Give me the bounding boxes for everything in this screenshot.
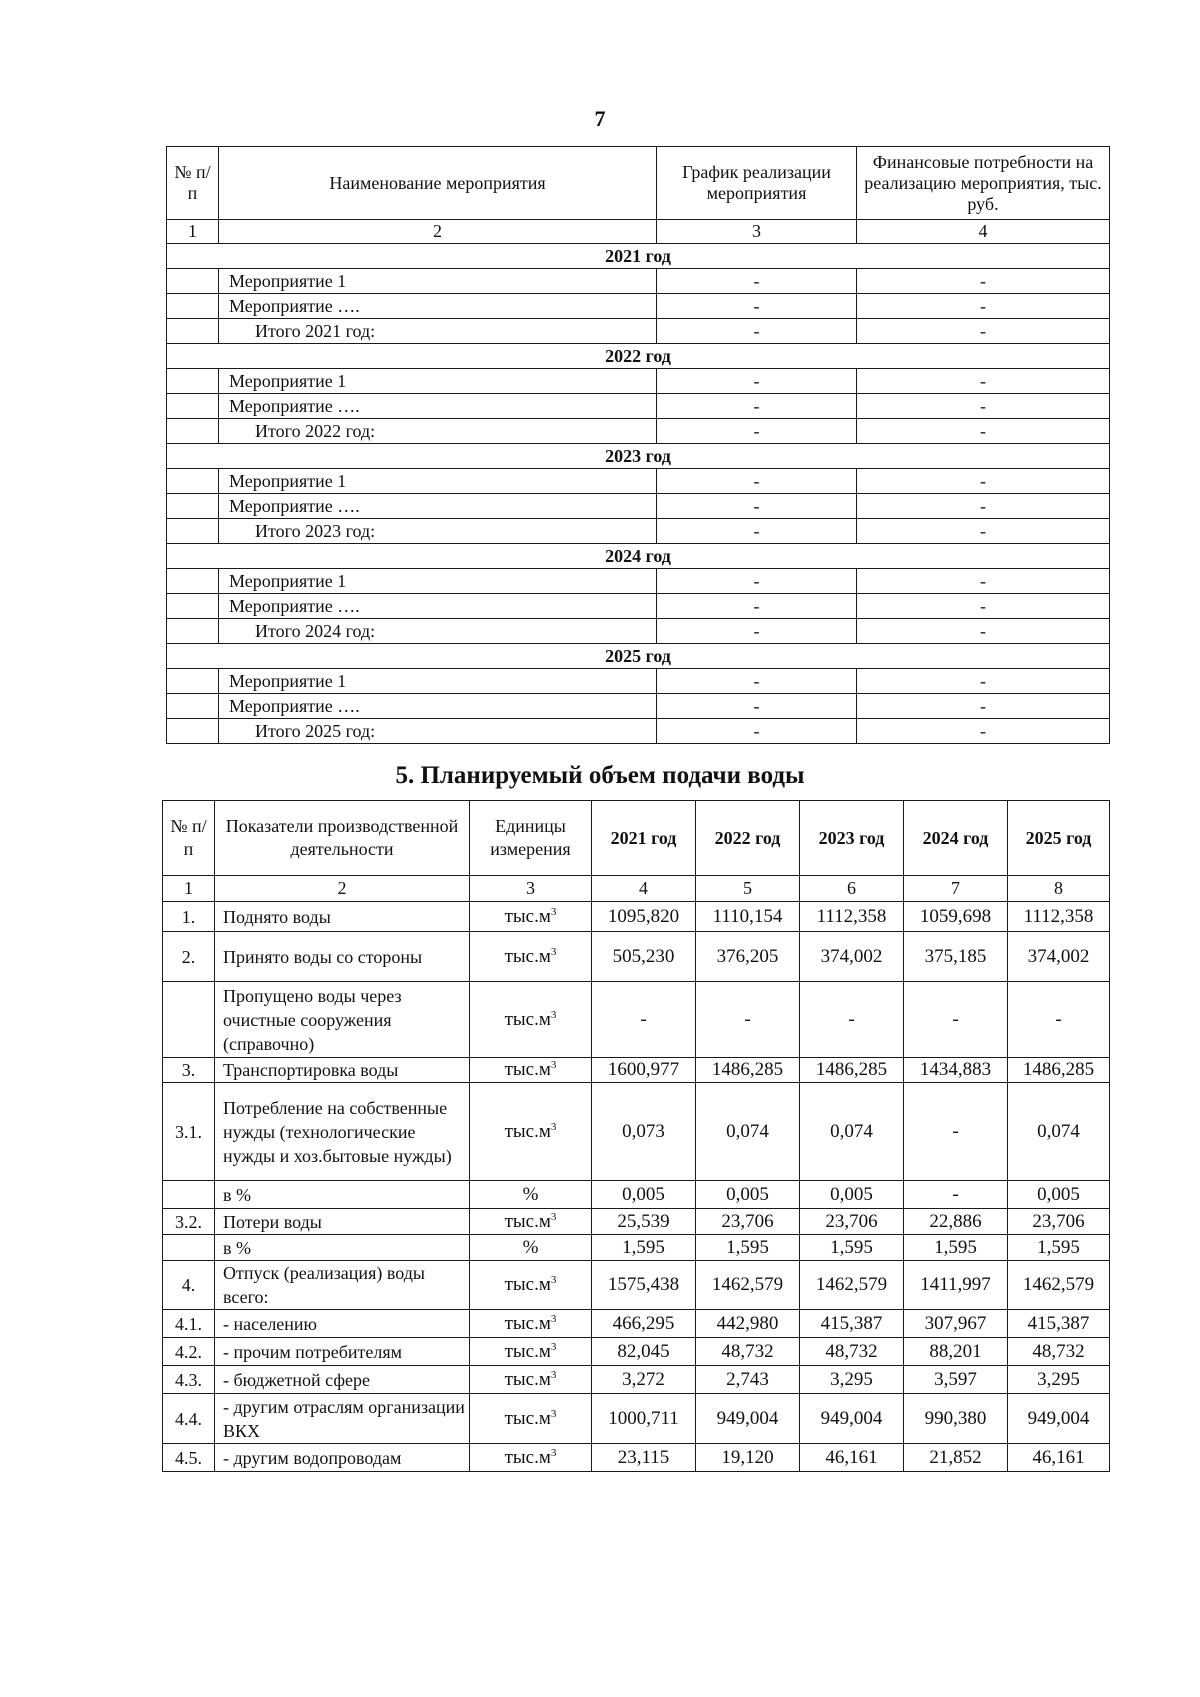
indicator-row	[163, 1261, 1110, 1310]
event-schedule: -	[657, 469, 857, 494]
year-group-title: 2021 год	[167, 244, 1110, 269]
unit-superscript: 3	[550, 1274, 557, 1286]
indicator-row	[163, 982, 1110, 1058]
unit-base: тыс.м	[504, 1407, 551, 1429]
event-row	[167, 369, 1110, 394]
indicator-name: - другим отраслям организации ВКХ	[215, 1394, 470, 1444]
year-value: 0,074	[800, 1083, 904, 1181]
year-value: 1434,883	[904, 1058, 1008, 1083]
year-group-row	[167, 344, 1110, 369]
event-finance: -	[857, 369, 1110, 394]
year-total-row	[167, 519, 1110, 544]
year-value: 1000,711	[592, 1394, 696, 1444]
year-value: 22,886	[904, 1209, 1008, 1235]
row-number: 4.	[163, 1261, 215, 1310]
year-value: 1110,154	[696, 902, 800, 932]
water-column-number: 6	[800, 876, 904, 902]
year-value: 0,074	[696, 1083, 800, 1181]
event-name: Мероприятие ….	[219, 494, 657, 519]
year-value: -	[904, 982, 1008, 1058]
event-no-cell	[167, 569, 219, 594]
year-value: -	[592, 982, 696, 1058]
event-no-cell	[167, 694, 219, 719]
row-number: 1.	[163, 902, 215, 932]
event-schedule: -	[657, 594, 857, 619]
year-value: 415,387	[1008, 1310, 1110, 1338]
water-column-number: 7	[904, 876, 1008, 902]
year-value: 1462,579	[696, 1261, 800, 1310]
year-group-title: 2025 год	[167, 644, 1110, 669]
year-value: 415,387	[800, 1310, 904, 1338]
year-value: -	[696, 982, 800, 1058]
water-column-number: 4	[592, 876, 696, 902]
event-finance: -	[857, 269, 1110, 294]
event-no-cell	[167, 369, 219, 394]
year-value: 23,706	[800, 1209, 904, 1235]
indicator-name: - прочим потребителям	[215, 1338, 470, 1366]
event-name: Мероприятие 1	[219, 469, 657, 494]
year-value: 0,073	[592, 1083, 696, 1181]
event-finance: -	[857, 394, 1110, 419]
unit-superscript: 3	[550, 1210, 557, 1223]
indicator-row	[163, 1058, 1110, 1083]
event-finance: -	[857, 619, 1110, 644]
indicator-name: Пропущено воды через очистные сооружения (справочно)	[215, 982, 470, 1058]
event-row	[167, 669, 1110, 694]
total-label: Итого 2025 год:	[219, 719, 657, 744]
water-header-year: 2025 год	[1008, 801, 1110, 876]
unit-cell	[470, 1366, 592, 1394]
indicator-row	[163, 1338, 1110, 1366]
unit-cell	[470, 1235, 592, 1261]
event-schedule: -	[657, 519, 857, 544]
events-table-header-row	[167, 147, 1110, 220]
water-supply-table	[162, 800, 1110, 1472]
event-schedule: -	[657, 619, 857, 644]
event-row	[167, 269, 1110, 294]
year-value: 1575,438	[592, 1261, 696, 1310]
event-finance: -	[857, 669, 1110, 694]
unit-cell	[470, 1338, 592, 1366]
unit-cell	[470, 1310, 592, 1338]
year-value: 1,595	[904, 1235, 1008, 1261]
unit-base: тыс.м	[504, 1274, 551, 1295]
unit-base: тыс.м	[504, 1312, 551, 1334]
indicator-name: Транспортировка воды	[215, 1058, 470, 1083]
year-value: 3,597	[904, 1366, 1008, 1394]
unit-superscript: 3	[550, 1008, 557, 1021]
event-schedule: -	[657, 394, 857, 419]
year-value: 1059,698	[904, 902, 1008, 932]
events-column-number: 4	[857, 220, 1110, 244]
water-column-numbers-row	[163, 876, 1110, 902]
event-row	[167, 494, 1110, 519]
event-no-cell	[167, 419, 219, 444]
events-table	[166, 146, 1110, 744]
unit-superscript: 3	[550, 1446, 557, 1459]
row-number	[163, 982, 215, 1058]
year-value: 1462,579	[800, 1261, 904, 1310]
year-value: -	[904, 1181, 1008, 1209]
year-value: 0,005	[696, 1181, 800, 1209]
year-value: 0,005	[800, 1181, 904, 1209]
events-column-number: 3	[657, 220, 857, 244]
event-finance: -	[857, 319, 1110, 344]
event-finance: -	[857, 569, 1110, 594]
unit-cell	[470, 1058, 592, 1083]
event-no-cell	[167, 719, 219, 744]
year-value: 442,980	[696, 1310, 800, 1338]
events-header-finance: Финансовые потребности на реализацию мероприятия, тыс. руб.	[857, 147, 1110, 220]
indicator-name: Потери воды	[215, 1209, 470, 1235]
unit-superscript: 3	[550, 945, 557, 958]
unit-cell	[470, 902, 592, 932]
year-value: 1411,997	[904, 1261, 1008, 1310]
indicator-row	[163, 1181, 1110, 1209]
unit-cell	[470, 1261, 592, 1310]
year-value: 949,004	[1008, 1394, 1110, 1444]
year-value: 1,595	[800, 1235, 904, 1261]
row-number: 3.	[163, 1058, 215, 1083]
unit-superscript: 3	[550, 1120, 557, 1133]
year-value: 374,002	[1008, 932, 1110, 982]
water-header-indicator: Показатели производственной деятельности	[215, 801, 470, 876]
year-value: 0,005	[1008, 1181, 1110, 1209]
event-name: Мероприятие 1	[219, 269, 657, 294]
event-schedule: -	[657, 319, 857, 344]
indicator-row	[163, 1394, 1110, 1444]
events-header-name: Наименование мероприятия	[219, 147, 657, 220]
year-group-row	[167, 544, 1110, 569]
event-name: Мероприятие 1	[219, 669, 657, 694]
event-finance: -	[857, 594, 1110, 619]
event-schedule: -	[657, 294, 857, 319]
event-schedule: -	[657, 419, 857, 444]
year-value: 23,706	[1008, 1209, 1110, 1235]
event-no-cell	[167, 394, 219, 419]
unit-cell	[470, 982, 592, 1058]
indicator-row	[163, 1235, 1110, 1261]
year-value: 1112,358	[800, 902, 904, 932]
year-group-title: 2023 год	[167, 444, 1110, 469]
indicator-row	[163, 1366, 1110, 1394]
indicator-row	[163, 1209, 1110, 1235]
water-header-year: 2021 год	[592, 801, 696, 876]
water-column-number: 5	[696, 876, 800, 902]
year-value: 1,595	[592, 1235, 696, 1261]
unit-base: тыс.м	[504, 945, 551, 967]
water-column-number: 3	[470, 876, 592, 902]
year-value: 1095,820	[592, 902, 696, 932]
year-group-title: 2024 год	[167, 544, 1110, 569]
total-label: Итого 2021 год:	[219, 319, 657, 344]
event-row	[167, 394, 1110, 419]
event-no-cell	[167, 669, 219, 694]
year-value: 1486,285	[1008, 1058, 1110, 1083]
year-value: 3,272	[592, 1366, 696, 1394]
event-finance: -	[857, 694, 1110, 719]
year-value: 46,161	[800, 1444, 904, 1472]
indicator-name: в %	[215, 1235, 470, 1261]
row-number: 4.5.	[163, 1444, 215, 1472]
event-finance: -	[857, 294, 1110, 319]
year-value: 21,852	[904, 1444, 1008, 1472]
year-value: 23,115	[592, 1444, 696, 1472]
year-value: 1,595	[696, 1235, 800, 1261]
unit-superscript: 3	[550, 905, 557, 918]
year-group-row	[167, 644, 1110, 669]
event-schedule: -	[657, 694, 857, 719]
water-column-number: 1	[163, 876, 215, 902]
water-header-unit: Единицы измерения	[470, 801, 592, 876]
year-value: 376,205	[696, 932, 800, 982]
unit-cell	[470, 932, 592, 982]
row-number	[163, 1181, 215, 1209]
event-no-cell	[167, 269, 219, 294]
event-no-cell	[167, 519, 219, 544]
unit-superscript: 3	[550, 1407, 557, 1420]
water-header-year: 2023 год	[800, 801, 904, 876]
indicator-name: Потребление на собственные нужды (технологические нужды и хоз.бытовые нужды)	[215, 1083, 470, 1181]
event-finance: -	[857, 419, 1110, 444]
total-label: Итого 2022 год:	[219, 419, 657, 444]
event-finance: -	[857, 494, 1110, 519]
year-value: 3,295	[800, 1366, 904, 1394]
events-header-no: № п/п	[167, 147, 219, 220]
unit-cell	[470, 1181, 592, 1209]
year-total-row	[167, 619, 1110, 644]
water-table-header-row	[163, 801, 1110, 876]
event-row	[167, 469, 1110, 494]
year-group-row	[167, 244, 1110, 269]
event-no-cell	[167, 494, 219, 519]
event-row	[167, 569, 1110, 594]
indicator-row	[163, 1444, 1110, 1472]
water-header-year: 2024 год	[904, 801, 1008, 876]
row-number: 4.4.	[163, 1394, 215, 1444]
indicator-name: Отпуск (реализация) воды всего:	[215, 1261, 470, 1310]
year-value: -	[800, 982, 904, 1058]
year-value: 949,004	[696, 1394, 800, 1444]
year-value: 23,706	[696, 1209, 800, 1235]
event-schedule: -	[657, 569, 857, 594]
indicator-row	[163, 902, 1110, 932]
events-column-number: 2	[219, 220, 657, 244]
event-name: Мероприятие ….	[219, 694, 657, 719]
year-value: 1462,579	[1008, 1261, 1110, 1310]
row-number	[163, 1235, 215, 1261]
event-finance: -	[857, 519, 1110, 544]
event-schedule: -	[657, 494, 857, 519]
event-no-cell	[167, 294, 219, 319]
events-column-number: 1	[167, 220, 219, 244]
year-value: 0,005	[592, 1181, 696, 1209]
indicator-name: - населению	[215, 1310, 470, 1338]
year-value: 48,732	[1008, 1338, 1110, 1366]
event-name: Мероприятие 1	[219, 569, 657, 594]
water-header-no: № п/п	[163, 801, 215, 876]
year-value: 2,743	[696, 1366, 800, 1394]
year-value: 88,201	[904, 1338, 1008, 1366]
year-value: 25,539	[592, 1209, 696, 1235]
year-value: 0,074	[1008, 1083, 1110, 1181]
unit-cell	[470, 1394, 592, 1444]
event-row	[167, 594, 1110, 619]
unit-superscript: 3	[550, 1312, 557, 1325]
unit-cell	[470, 1083, 592, 1181]
unit-cell	[470, 1444, 592, 1472]
year-value: 1486,285	[696, 1058, 800, 1083]
event-no-cell	[167, 319, 219, 344]
year-value: 82,045	[592, 1338, 696, 1366]
unit-base: тыс.м	[504, 1059, 551, 1080]
indicator-name: - другим водопроводам	[215, 1444, 470, 1472]
unit-base: тыс.м	[504, 1446, 551, 1468]
event-name: Мероприятие ….	[219, 594, 657, 619]
year-value: -	[904, 1083, 1008, 1181]
year-value: 19,120	[696, 1444, 800, 1472]
row-number: 4.2.	[163, 1338, 215, 1366]
row-number: 4.3.	[163, 1366, 215, 1394]
year-value: 48,732	[800, 1338, 904, 1366]
event-no-cell	[167, 619, 219, 644]
year-value: 949,004	[800, 1394, 904, 1444]
section-title: 5. Планируемый объем подачи воды	[395, 762, 805, 789]
event-schedule: -	[657, 669, 857, 694]
event-no-cell	[167, 594, 219, 619]
event-finance: -	[857, 469, 1110, 494]
unit-superscript: 3	[550, 1059, 557, 1071]
row-number: 2.	[163, 932, 215, 982]
year-value: 466,295	[592, 1310, 696, 1338]
year-value: 505,230	[592, 932, 696, 982]
row-number: 4.1.	[163, 1310, 215, 1338]
year-value: 1600,977	[592, 1058, 696, 1083]
unit-base: тыс.м	[504, 1120, 551, 1142]
year-group-title: 2022 год	[167, 344, 1110, 369]
event-schedule: -	[657, 269, 857, 294]
unit-base: тыс.м	[504, 1008, 551, 1030]
year-group-row	[167, 444, 1110, 469]
water-column-number: 2	[215, 876, 470, 902]
events-header-schedule: График реализации мероприятия	[657, 147, 857, 220]
event-schedule: -	[657, 369, 857, 394]
page-number: 7	[594, 106, 606, 131]
year-value: 1112,358	[1008, 902, 1110, 932]
unit-base: тыс.м	[504, 905, 551, 927]
indicator-name: Поднято воды	[215, 902, 470, 932]
indicator-name: - бюджетной сфере	[215, 1366, 470, 1394]
year-total-row	[167, 719, 1110, 744]
events-column-numbers-row	[167, 220, 1110, 244]
year-value: 990,380	[904, 1394, 1008, 1444]
row-number: 3.1.	[163, 1083, 215, 1181]
event-row	[167, 294, 1110, 319]
event-name: Мероприятие ….	[219, 394, 657, 419]
year-value: 307,967	[904, 1310, 1008, 1338]
indicator-row	[163, 1310, 1110, 1338]
unit-superscript: 3	[550, 1368, 557, 1381]
row-number: 3.2.	[163, 1209, 215, 1235]
year-total-row	[167, 319, 1110, 344]
indicator-row	[163, 1083, 1110, 1181]
total-label: Итого 2024 год:	[219, 619, 657, 644]
event-schedule: -	[657, 719, 857, 744]
unit-base: тыс.м	[504, 1368, 551, 1390]
year-value: 374,002	[800, 932, 904, 982]
event-name: Мероприятие ….	[219, 294, 657, 319]
unit-base: %	[522, 1236, 539, 1258]
unit-base: тыс.м	[504, 1340, 551, 1362]
unit-base: тыс.м	[504, 1210, 551, 1232]
unit-base: %	[522, 1183, 539, 1205]
year-value: 1,595	[1008, 1235, 1110, 1261]
year-value: 1486,285	[800, 1058, 904, 1083]
year-value: 3,295	[1008, 1366, 1110, 1394]
unit-cell	[470, 1209, 592, 1235]
indicator-row	[163, 932, 1110, 982]
event-row	[167, 694, 1110, 719]
year-value: 46,161	[1008, 1444, 1110, 1472]
year-value: 375,185	[904, 932, 1008, 982]
year-value: 48,732	[696, 1338, 800, 1366]
water-header-year: 2022 год	[696, 801, 800, 876]
indicator-name: в %	[215, 1181, 470, 1209]
indicator-name: Принято воды со стороны	[215, 932, 470, 982]
event-name: Мероприятие 1	[219, 369, 657, 394]
event-no-cell	[167, 469, 219, 494]
year-total-row	[167, 419, 1110, 444]
total-label: Итого 2023 год:	[219, 519, 657, 544]
water-column-number: 8	[1008, 876, 1110, 902]
event-finance: -	[857, 719, 1110, 744]
year-value: -	[1008, 982, 1110, 1058]
unit-superscript: 3	[550, 1340, 557, 1353]
